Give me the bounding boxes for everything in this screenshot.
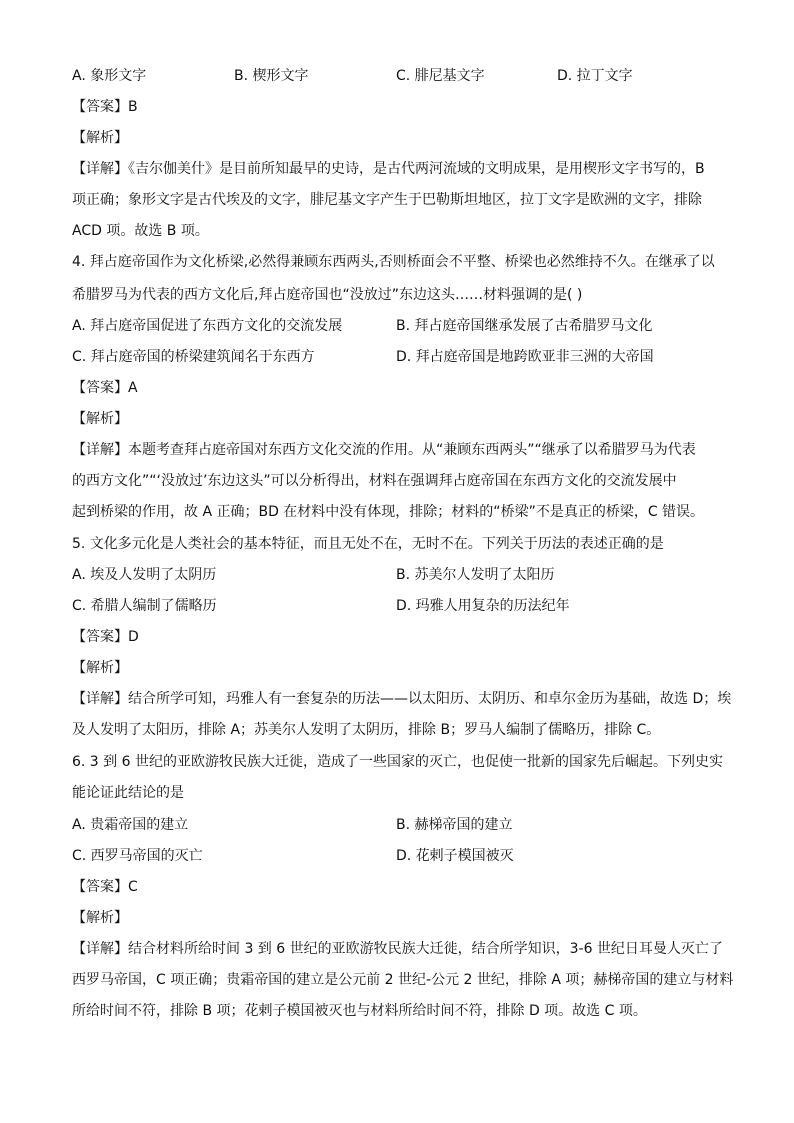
q5-option-c: C. 希腊人编制了儒略历 (72, 598, 217, 614)
q3-analysis-heading: 【解析】 (72, 130, 128, 146)
q4-detail-line-3: 起到桥梁的作用，故 A 正确；BD 在材料中没有体现，排除；材料的“桥梁”不是真正的桥梁，C 错误。 (72, 504, 705, 520)
q4-option-c: C. 拜占庭帝国的桥梁建筑闻名于东西方 (72, 349, 315, 365)
q6-detail-line-1: 【详解】结合材料所给时间 3 到 6 世纪的亚欧游牧民族大迁徙，结合所学知识，3-6 世纪日耳曼人灭亡了 (72, 941, 723, 957)
q4-analysis-heading: 【解析】 (72, 411, 128, 427)
q3-answer: 【答案】B (72, 99, 138, 115)
q4-stem-line-2: 希腊罗马为代表的西方文化后,拜占庭帝国也“没放过”东边这头……材料强调的是( ) (72, 287, 583, 303)
q3-option-d: D. 拉丁文字 (557, 68, 633, 84)
q3-detail-line-2: 项正确；象形文字是古代埃及的文字，腓尼基文字产生于巴勒斯坦地区，拉丁文字是欧洲的文字，排除 (72, 192, 702, 208)
q6-option-a: A. 贵霜帝国的建立 (72, 817, 189, 833)
q5-detail-line-1: 【详解】结合所学可知，玛雅人有一套复杂的历法——以太阳历、太阴历、和卓尔金历为基础，故选 D；埃 (72, 691, 732, 707)
q5-stem-line-1: 5. 文化多元化是人类社会的基本特征，而且无处不在，无时不在。下列关于历法的表述正确的是 (72, 536, 664, 552)
q3-option-a: A. 象形文字 (72, 68, 147, 84)
q3-detail-line-1: 【详解】《吉尔伽美什》是目前所知最早的史诗，是古代两河流域的文明成果，是用楔形文字书写的，B (72, 161, 705, 177)
q4-answer: 【答案】A (72, 380, 138, 396)
q4-option-a: A. 拜占庭帝国促进了东西方文化的交流发展 (72, 318, 343, 334)
q4-option-b: B. 拜占庭帝国继承发展了古希腊罗马文化 (396, 318, 653, 334)
q4-stem-line-1: 4. 拜占庭帝国作为文化桥梁,必然得兼顾东西两头,否则桥面会不平整、桥梁也必然维持不久。在继承了以 (72, 254, 715, 270)
q6-option-c: C. 西罗马帝国的灭亡 (72, 848, 203, 864)
q5-option-d: D. 玛雅人用复杂的历法纪年 (396, 598, 570, 614)
q5-detail-line-2: 及人发明了太阳历，排除 A；苏美尔人发明了太阴历，排除 B；罗马人编制了儒略历，排除 C。 (72, 722, 661, 738)
q5-answer: 【答案】D (72, 629, 139, 645)
q5-option-a: A. 埃及人发明了太阴历 (72, 567, 217, 583)
q6-answer: 【答案】C (72, 879, 138, 895)
q5-analysis-heading: 【解析】 (72, 660, 128, 676)
q3-option-b: B. 楔形文字 (234, 68, 309, 84)
q5-option-b: B. 苏美尔人发明了太阳历 (396, 567, 555, 583)
q6-option-d: D. 花剌子模国被灭 (396, 848, 514, 864)
q6-stem-line-1: 6. 3 到 6 世纪的亚欧游牧民族大迁徙，造成了一些国家的灭亡，也促使一批新的国家先后崛起。下列史实 (72, 754, 723, 770)
q6-analysis-heading: 【解析】 (72, 910, 128, 926)
q6-option-b: B. 赫梯帝国的建立 (396, 817, 513, 833)
q3-detail-line-3: ACD 项。故选 B 项。 (72, 223, 209, 239)
q4-detail-line-2: 的西方文化”“‘没放过’东边这头”可以分析得出，材料在强调拜占庭帝国在东西方文化的交流发展中 (72, 473, 677, 489)
q6-stem-line-2: 能论证此结论的是 (72, 785, 184, 801)
q6-detail-line-3: 所给时间不符，排除 B 项；花剌子模国被灭也与材料所给时间不符，排除 D 项。故选 C 项。 (72, 1003, 647, 1019)
q6-detail-line-2: 西罗马帝国，C 项正确；贵霜帝国的建立是公元前 2 世纪-公元 2 世纪，排除 A 项；赫梯帝国的建立与材料 (72, 972, 734, 988)
q3-option-c: C. 腓尼基文字 (396, 68, 485, 84)
q4-option-d: D. 拜占庭帝国是地跨欧亚非三洲的大帝国 (396, 349, 654, 365)
q4-detail-line-1: 【详解】本题考查拜占庭帝国对东西方文化交流的作用。从“兼顾东西两头”“继承了以希腊罗马为代表 (72, 442, 696, 458)
